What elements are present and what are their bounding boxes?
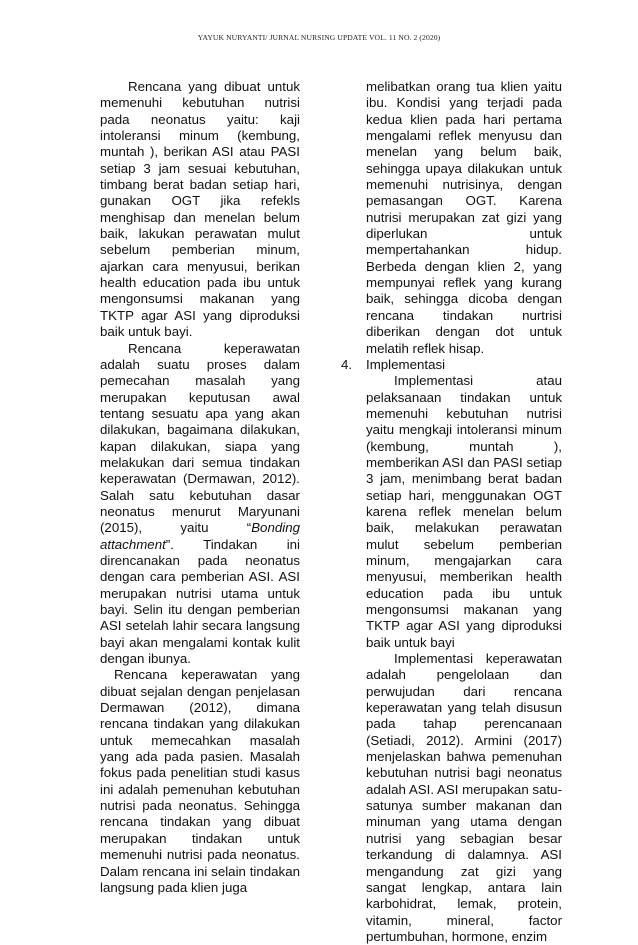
paragraph-implementation-definition: Implementasi keperawatan adalah pengelolaan dan perwujudan dari rencana keperawatan yang telah disusun pada tahap perencanaan (Setiadi, 2012). Armini (2017) menjelaskan bahwa pemenuhan kebutuhan nutrisi bagi neonatus adalah ASI. ASI merupakan satu-satunya sumber makanan dan minuman yang utama dengan nutrisi yang sebagian besar terkandung di dalamnya. ASI mengandung zat gizi yang sangat lengkap, antara lain karbohidrat, lemak, protein, vitamin, mineral, factor pertumbuhan, hormone, enzim: [366, 651, 562, 944]
bonding-attachment-term: Bonding attachment: [100, 520, 300, 552]
left-column: [100, 79, 300, 896]
paragraph-text: ”. Tindakan ini direncanakan pada neonatus dengan cara pemberian ASI. ASI merupakan nutrisi utama untuk bayi. Selin itu dengan pemberian ASI setelah lahir secara langsung bayi akan mengalami kontak kulit dengan ibunya.: [100, 536, 300, 667]
paragraph-parent-involvement: melibatkan orang tua klien yaitu ibu. Kondisi yang terjadi pada kedua klien pada hari pertama mengalami reflek menyusu dan menelan yang belum baik, sehingga upaya dilakukan untuk memenuhi nutrisinya, dengan pemasangan OGT. Karena nutrisi merupakan zat gizi yang diperlukan untuk mempertahankan hidup. Berbeda dengan klien 2, yang mempunyai reflek yang kurang baik, sehingga dicoba dengan rencana tindakan nurtrisi diberikan dengan dot untuk melatih reflek hisap.: [366, 79, 562, 356]
paragraph-implementation-actions: Implementasi atau pelaksanaan tindakan untuk memenuhi kebutuhan nutrisi yaitu mengkaji intoleransi minum (kembung, muntah ), memberikan ASI dan PASI setiap 3 jam, menimbang berat badan setiap hari, menggunakan OGT karena reflek menelan belum baik, melakukan perawatan mulut sebelum pemberian minum, mengajarkan cara menyusui, memberikan health education pada ibu untuk mengonsumsi makanan yang TKTP agar ASI yang diproduksi baik untuk bayi: [366, 373, 562, 650]
journal-running-header: YAYUK NURYANTI/ JURNAL NURSING UPDATE VOL. 11 NO. 2 (2020): [197, 33, 441, 42]
paragraph-nursing-plan-definition: [100, 341, 300, 668]
section-number: 4.: [341, 356, 353, 372]
section-title: Implementasi: [366, 356, 446, 372]
section-implementation: [341, 356, 562, 373]
right-column: [341, 79, 562, 945]
paragraph-care-plan: Rencana yang dibuat untuk memenuhi kebutuhan nutrisi pada neonatus yaitu: kaji intoleransi minum (kembung, muntah ), berikan ASI atau PASI setiap 3 jam sesuai kebutuhan, timbang berat badan setiap hari, gunakan OGT jika refekls menghisap dan menelan belum baik, lakukan perawatan mulut sebelum pemberian minum, ajarkan cara menyusui, berikan health education pada ibu untuk mengonsumsi makanan yang TKTP agar ASI yang diproduksi baik untuk bayi.: [100, 79, 300, 340]
paragraph-text: Rencana keperawatan adalah suatu proses dalam pemecahan masalah yang merupakan keputusan awal tentang sesuatu apa yang akan dilakukan, bagaimana dilakukan, kapan dilakukan, siapa yang melakukan dari semua tindakan keperawatan (Dermawan, 2012). Salah satu kebutuhan dasar neonatus menurut Maryunani (2015), yaitu “: [100, 340, 300, 536]
paragraph-plan-alignment: Rencana keperawatan yang dibuat sejalan dengan penjelasan Dermawan (2012), dimana rencana tindakan yang dilakukan untuk memecahkan masalah yang ada pada pasien. Masalah fokus pada penelitian studi kasus ini adalah pemenuhan kebutuhan nutrisi pada neonatus. Sehingga rencana tindakan yang dibuat merupakan tindakan untuk memenuhi nutrisi pada neonatus. Dalam rencana ini selain tindakan langsung pada klien juga: [100, 667, 300, 895]
